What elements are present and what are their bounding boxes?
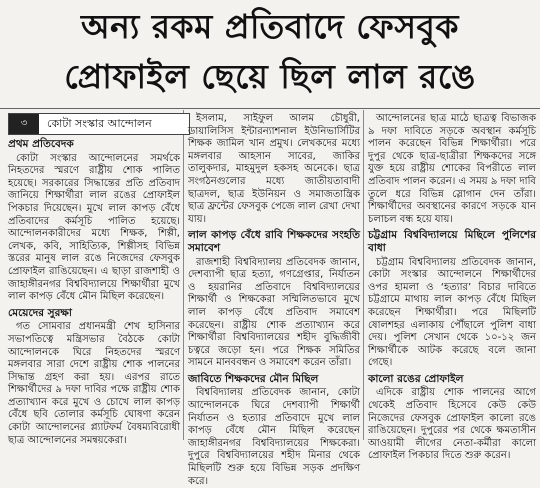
headline-rule [0, 108, 540, 109]
paragraph: বিশ্ববিদ্যালয় প্রতিবেদক জানান, কোটা আন্দোলনকে ঘিরে দেশব্যাপী শিক্ষার্থী নির্যাতন ও হত্যার প্রতিবাদে মুখে লাল কাপড় বেঁধে মৌন মিছিল করেছেন জাহাঙ্গীরনগর বিশ্ববিদ্যালয়ের শিক্ষকেরা। দুপুরে বিশ্ববিদ্যালয়ের শহীদ মিনার থেকে মিছিলটি শুরু হয়ে বিভিন্ন সড়ক প্রদক্ষিণ করে। [188, 387, 360, 487]
paragraph: রাজশাহী বিশ্ববিদ্যালয় প্রতিবেদক জানান, দেশব্যাপী ছাত্র হত্যা, গণগ্রেপ্তার, নির্যাতন ও হয়রানির প্রতিবাদে বিশ্ববিদ্যালয়ের শিক্ষার্থী ও শিক্ষকেরা সম্মিলিতভাবে মুখে লাল কাপড় বেঁধে প্রতিবাদ সমাবেশ করেছেন। রাষ্ট্রীয় শোক প্রত্যাখ্যান করে শিক্ষার্থীরা বিশ্ববিদ্যালয়ের শহীদ বুদ্ধিজীবী চত্বরে জড়ো হন। পরে শিক্ষক সমিতির সামনে মানববন্ধন ও সমাবেশ করেন তাঁরা। [188, 256, 360, 369]
column-rule-2 [363, 110, 364, 440]
paragraph: ইসলাম, সাইফুল আলম চৌধুরী, ডায়ালিসিস ইন্টারন্যাশনাল ইউনিভার্সিটির শিক্ষক জামিল খান প্রমুখ। লেখকদের মধ্যে মঙ্গলবার আহসান সাবের, জাকির তালুকদার, মাহমুদুল হকসহ অনেকে। ছাত্র সংগঠনগুলোর মধ্যে জাতীয়তাবাদী ছাত্রদল, ছাত্র ইউনিয়ন ও সমাজতান্ত্রিক ছাত্র ফ্রন্টের ফেসবুক পেজে লাল রেখা দেখা যায়। [188, 113, 360, 225]
column-rule-1 [183, 110, 184, 440]
section-label [8, 113, 190, 135]
headline [0, 0, 540, 102]
paragraph: এদিকে রাষ্ট্রীয় শোক পালনের আগে থেকেই প্রতিবাদ হিসেবে কেউ কেউ নিজেদের ফেসবুক প্রোফাইল কালো রঙে রাঙিয়েছেন। দুপুরের পর থেকে ক্ষমতাসীন আওয়ামী লীগের নেতা-কর্মীরা কালো প্রোফাইল পিকচার দিতে শুরু করেন। [368, 387, 536, 462]
subhead: কালো রঙের প্রোফাইল [368, 372, 464, 385]
section-tag [9, 114, 39, 134]
section-tag-text: ৩ [20, 117, 28, 129]
subhead: জাবিতে শিক্ষকদের মৌন মিছিল [188, 372, 319, 385]
paragraph: গত সোমবার প্রধানমন্ত্রী শেখ হাসিনার সভাপতিত্বে মন্ত্রিসভার বৈঠকে কোটা আন্দোলনকে ঘিরে নিহতদের স্মরণে মঙ্গলবার সারা দেশে রাষ্ট্রীয় শোক পালনের সিদ্ধান্ত গ্রহণ করা হয়। এরপর রাতে শিক্ষার্থীদের ৯ দফা দাবির পক্ষে রাষ্ট্রীয় শোক প্রত্যাখ্যান করে মুখে ও চোখে লাল কাপড় বেঁধে ছবি তোলার কর্মসূচি ঘোষণা করেন কোটা আন্দোলনের প্ল্যাটফর্ম বৈষম্যবিরোধী ছাত্র আন্দোলনের সমন্বয়কেরা। [8, 321, 180, 446]
paragraph: কোটা সংস্কার আন্দোলনের সমর্থকে নিহতদের স্মরণে রাষ্ট্রীয় শোক পালিত হয়েছে। সরকারের সিদ্ধান্তের প্রতি প্রতিবাদ জানিয়ে শিক্ষার্থীরা লাল রঙের প্রোফাইল পিকচার দিয়েছেন। মুখে লাল কাপড় বেঁধে প্রতিবাদের কর্মসূচি পালিত হয়েছে। আন্দোলনকারীদের মধ্যে শিক্ষক, শিল্পী, লেখক, কবি, সাহিত্যিক, শিল্পীসহ বিভিন্ন স্তরের মানুষ লাল রঙে নিজেদের ফেসবুক প্রোফাইল রাঙিয়েছেন। এ ছাড়া রাজশাহী ও জাহাঙ্গীরনগর বিশ্ববিদ্যালয়ে শিক্ষার্থীরা মুখে লাল কাপড় বেঁধে মৌন মিছিল করেছেন। [8, 152, 180, 303]
column-3 [368, 113, 536, 462]
paragraph: চট্টগ্রাম বিশ্ববিদ্যালয় প্রতিবেদক জানান, কোটা সংস্কার আন্দোলনে শিক্ষার্থীদের ওপর হামলা ও ‘হত্যার’ বিচার দাবিতে চট্টগ্রামে মাথায় লাল কাপড় বেঁধে মিছিল করেছেন শিক্ষার্থীরা। পরে মিছিলটি ষোলশহর এলাকায় পৌঁছালে পুলিশ বাধা দেয়। পুলিশ সেখান থেকে ১০-১২ জন শিক্ষার্থীকে আটক করেছে বলে জানা গেছে। [368, 256, 536, 369]
subhead: মেয়েদের সুরক্ষা [8, 306, 72, 319]
paragraph: আন্দোলনের ছাত্র মাঠে ছাত্রত্ব বিভাজক ৯ দফা দাবিতে সড়কে অবস্থান কর্মসূচি পালন করেছেন বিভিন্ন শিক্ষার্থীরা। পরে দুপুর থেকে ছাত্র-ছাত্রীরা শিক্ষকদের সঙ্গে যুক্ত হয়ে রাষ্ট্রীয় শোকের বিপরীতে লাল প্রতিবাদ পালন করেন। এ সময় ৯ দফা দাবি তুলে ধরে বিভিন্ন স্লোগান দেন তাঁরা। শিক্ষার্থীদের অবস্থানের কারণে সড়কে যান চলাচল বন্ধ হয়ে যায়। [368, 113, 536, 225]
column-2 [188, 113, 360, 487]
column-1 [8, 135, 180, 446]
subhead: লাল কাপড় বেঁধে রাবি শিক্ষকদের সংহতি সমাবেশ [188, 229, 360, 254]
byline: প্রথম প্রতিবেদক [8, 138, 74, 150]
subhead: চট্টগ্রাম বিশ্ববিদ্যালয়ে মিছিলে পুলিশের বাধা [368, 229, 536, 254]
section-label-text: কোটা সংস্কার আন্দোলন [47, 116, 152, 130]
headline-line-2: প্রোফাইল ছেয়ে ছিল লাল রঙে [64, 57, 476, 96]
headline-line-1: অন্য রকম প্রতিবাদে ফেসবুক [80, 7, 459, 46]
